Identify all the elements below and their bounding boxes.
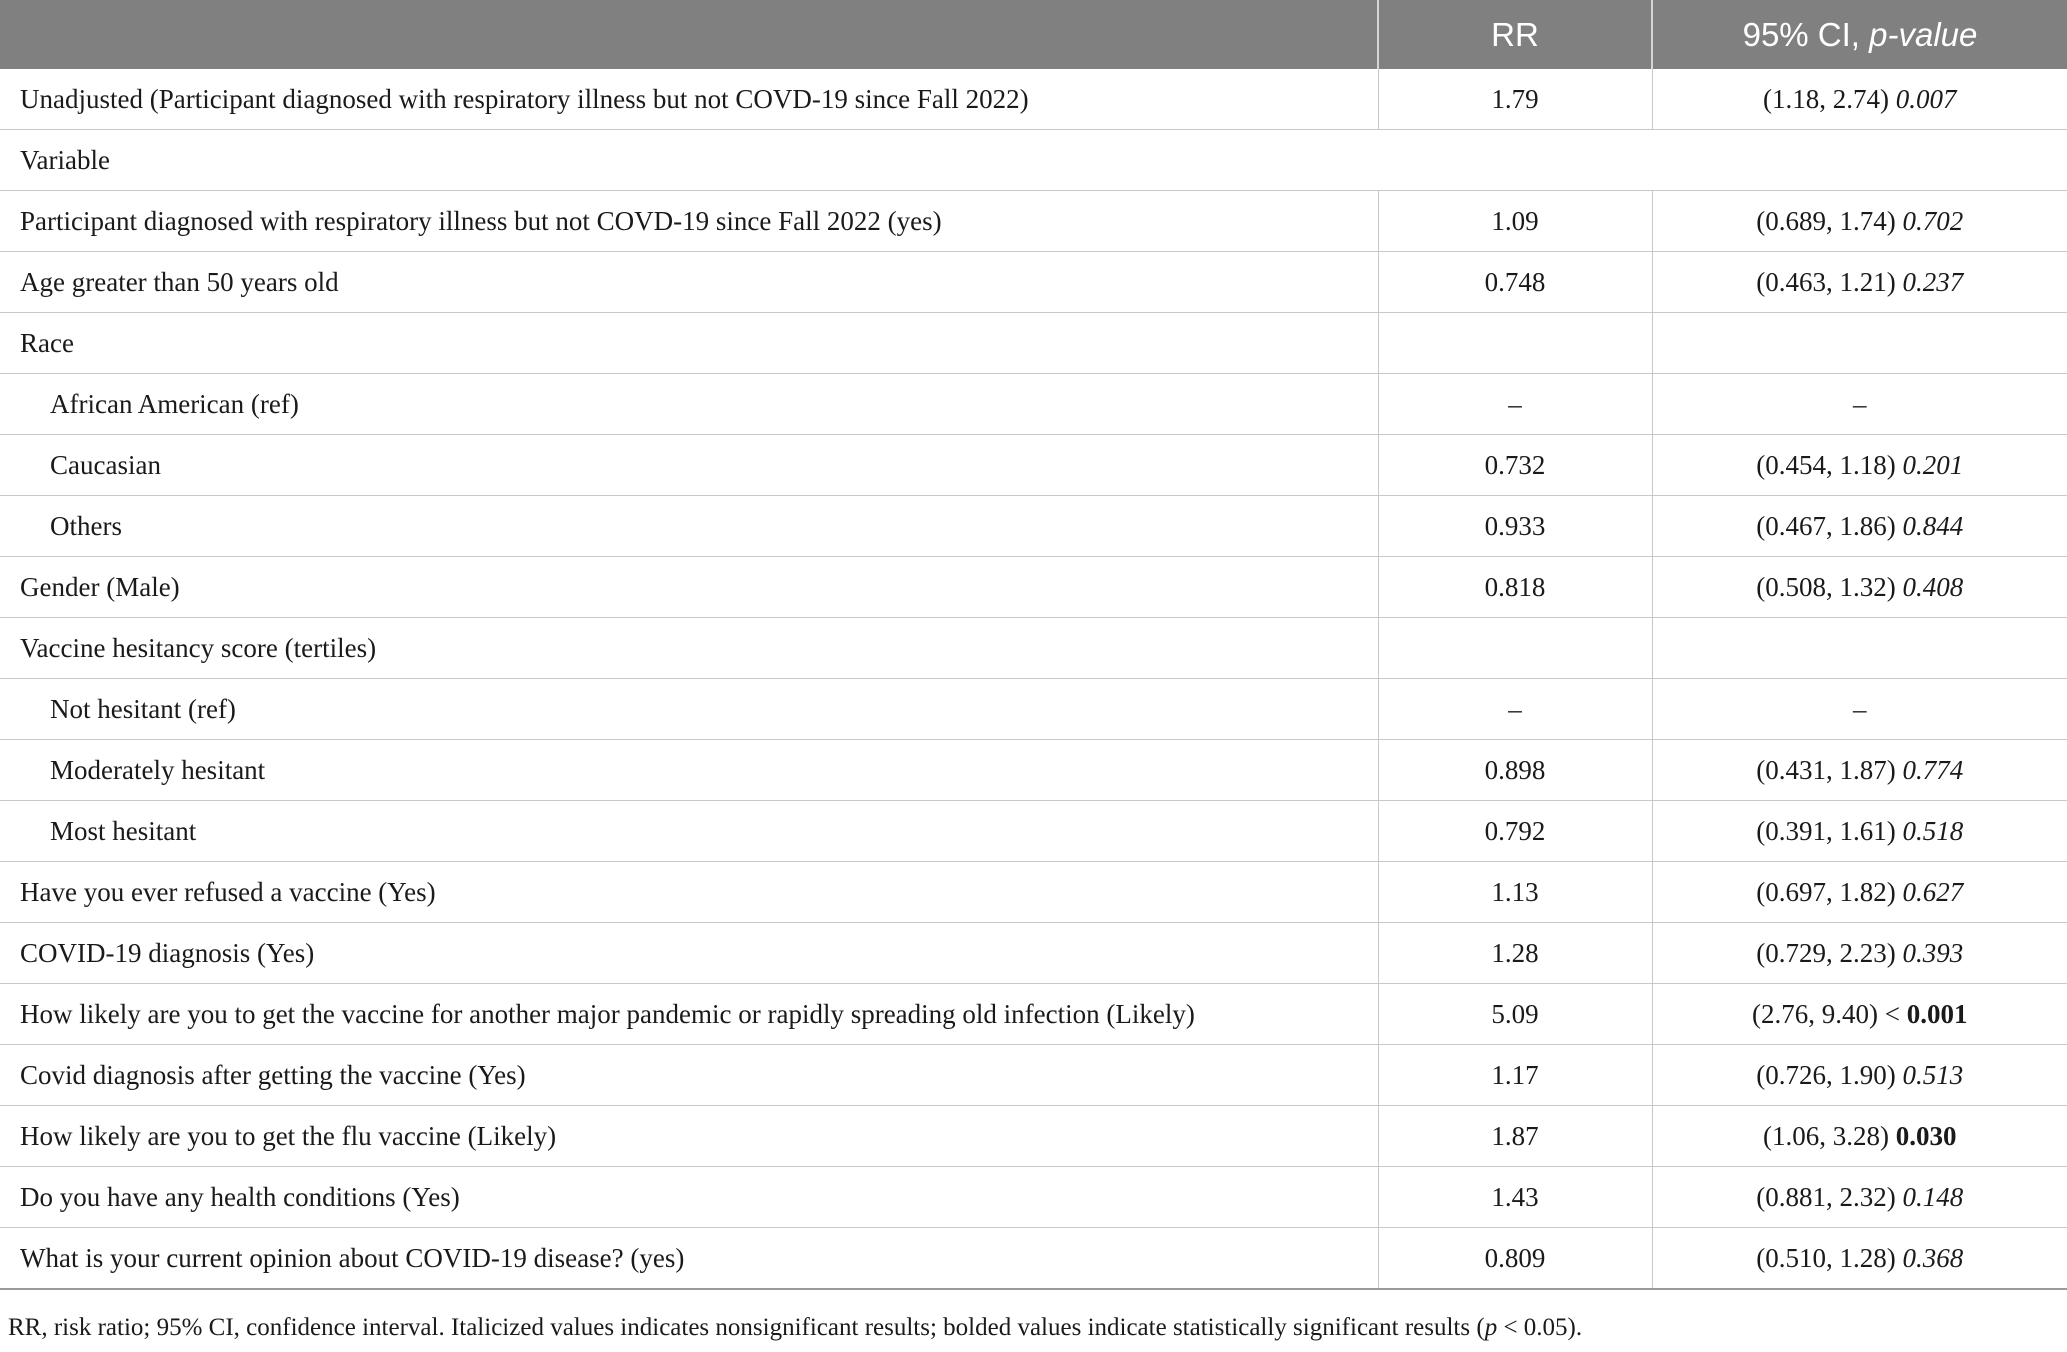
row-rr-value: 1.13 bbox=[1378, 862, 1652, 923]
row-ci-value: (0.729, 2.23) bbox=[1756, 937, 1896, 968]
table-row bbox=[0, 923, 2067, 984]
table-row bbox=[0, 679, 2067, 740]
row-ci-pvalue bbox=[1652, 984, 2067, 1045]
row-ci-value: (1.06, 3.28) bbox=[1763, 1120, 1889, 1151]
row-ci-value: (0.689, 1.74) bbox=[1756, 205, 1896, 236]
row-label: Caucasian bbox=[0, 435, 1378, 496]
row-ci-pvalue bbox=[1652, 496, 2067, 557]
table-row bbox=[0, 557, 2067, 618]
row-label: Gender (Male) bbox=[0, 557, 1378, 618]
row-rr-value: 1.09 bbox=[1378, 191, 1652, 252]
row-ci-value: (0.431, 1.87) bbox=[1756, 754, 1896, 785]
table-footnote bbox=[8, 1314, 1582, 1342]
row-ci-value: (2.76, 9.40) < bbox=[1752, 998, 1907, 1029]
footnote-threshold: < 0.05). bbox=[1497, 1314, 1583, 1341]
row-ci-value: (0.697, 1.82) bbox=[1756, 876, 1896, 907]
table-body bbox=[0, 69, 2067, 1289]
row-p-value: 0.518 bbox=[1902, 815, 1964, 846]
row-label: Do you have any health conditions (Yes) bbox=[0, 1167, 1378, 1228]
header-ci-pvalue bbox=[1652, 0, 2067, 69]
row-label: Age greater than 50 years old bbox=[0, 252, 1378, 313]
row-rr-value: 1.17 bbox=[1378, 1045, 1652, 1106]
table-row bbox=[0, 1045, 2067, 1106]
row-label: Most hesitant bbox=[0, 801, 1378, 862]
row-label: Covid diagnosis after getting the vaccine (Yes) bbox=[0, 1045, 1378, 1106]
row-ci-pvalue bbox=[1652, 679, 2067, 740]
row-ci-pvalue bbox=[1652, 557, 2067, 618]
row-ci-value: (0.467, 1.86) bbox=[1756, 510, 1896, 541]
table-row bbox=[0, 801, 2067, 862]
footnote-text: RR, risk ratio; 95% CI, confidence interval. Italicized values indicates nonsignificant results; bolded values indicate statistically significant results ( bbox=[8, 1314, 1485, 1341]
row-label: Race bbox=[0, 313, 1378, 374]
row-ci-value: (0.463, 1.21) bbox=[1756, 266, 1896, 297]
row-ci-value: (1.18, 2.74) bbox=[1763, 83, 1889, 114]
row-label: Unadjusted (Participant diagnosed with respiratory illness but not COVD-19 since Fall 2022) bbox=[0, 69, 1378, 130]
row-rr-value: 1.79 bbox=[1378, 69, 1652, 130]
row-ci-pvalue bbox=[1652, 435, 2067, 496]
row-p-value: 0.702 bbox=[1902, 205, 1964, 236]
row-ci-pvalue bbox=[1652, 374, 2067, 435]
header-rr: RR bbox=[1378, 0, 1652, 69]
row-label: COVID-19 diagnosis (Yes) bbox=[0, 923, 1378, 984]
row-ci-value: (0.508, 1.32) bbox=[1756, 571, 1896, 602]
row-ci-pvalue bbox=[1652, 252, 2067, 313]
row-rr-value: 0.898 bbox=[1378, 740, 1652, 801]
row-ci-pvalue bbox=[1652, 1228, 2067, 1290]
row-p-value: 0.368 bbox=[1902, 1242, 1964, 1273]
row-ci-pvalue bbox=[1652, 1045, 2067, 1106]
row-p-value: 0.237 bbox=[1902, 266, 1964, 297]
row-ci-pvalue bbox=[1652, 862, 2067, 923]
table-row bbox=[0, 252, 2067, 313]
row-ci-pvalue bbox=[1652, 740, 2067, 801]
table-row bbox=[0, 618, 2067, 679]
row-label: Moderately hesitant bbox=[0, 740, 1378, 801]
row-rr-value: 0.818 bbox=[1378, 557, 1652, 618]
row-rr-value: 0.748 bbox=[1378, 252, 1652, 313]
row-ci-pvalue bbox=[1652, 923, 2067, 984]
table-row bbox=[0, 374, 2067, 435]
row-p-value: 0.007 bbox=[1895, 83, 1957, 114]
row-rr-value: 0.732 bbox=[1378, 435, 1652, 496]
row-rr-value: 1.28 bbox=[1378, 923, 1652, 984]
table-row bbox=[0, 862, 2067, 923]
table-row bbox=[0, 69, 2067, 130]
row-p-value: 0.001 bbox=[1906, 998, 1968, 1029]
row-ci-value: (0.454, 1.18) bbox=[1756, 449, 1896, 480]
row-p-value: 0.513 bbox=[1902, 1059, 1964, 1090]
row-p-value: 0.844 bbox=[1902, 510, 1964, 541]
table-row bbox=[0, 1228, 2067, 1290]
row-p-value: 0.774 bbox=[1902, 754, 1964, 785]
table-row bbox=[0, 191, 2067, 252]
table-row bbox=[0, 984, 2067, 1045]
row-label: Vaccine hesitancy score (tertiles) bbox=[0, 618, 1378, 679]
row-rr-value: 5.09 bbox=[1378, 984, 1652, 1045]
row-ci-pvalue bbox=[1652, 1106, 2067, 1167]
header-pvalue-label: p-value bbox=[1869, 15, 1978, 53]
row-label: How likely are you to get the flu vaccine (Likely) bbox=[0, 1106, 1378, 1167]
row-rr-value bbox=[1378, 618, 1652, 679]
row-rr-value: – bbox=[1378, 374, 1652, 435]
table-row bbox=[0, 1167, 2067, 1228]
row-label: Have you ever refused a vaccine (Yes) bbox=[0, 862, 1378, 923]
row-rr-value: 0.809 bbox=[1378, 1228, 1652, 1290]
row-label: Not hesitant (ref) bbox=[0, 679, 1378, 740]
table-header bbox=[0, 0, 2067, 69]
row-label: What is your current opinion about COVID-19 disease? (yes) bbox=[0, 1228, 1378, 1290]
row-p-value: 0.201 bbox=[1902, 449, 1964, 480]
table-row bbox=[0, 130, 2067, 191]
row-ci-pvalue bbox=[1652, 191, 2067, 252]
row-ci-value: (0.726, 1.90) bbox=[1756, 1059, 1896, 1090]
row-p-value: 0.393 bbox=[1902, 937, 1964, 968]
row-label: African American (ref) bbox=[0, 374, 1378, 435]
table-row bbox=[0, 496, 2067, 557]
row-ci-pvalue bbox=[1652, 313, 2067, 374]
table-row bbox=[0, 740, 2067, 801]
row-rr-value: 0.792 bbox=[1378, 801, 1652, 862]
row-rr-value: 1.87 bbox=[1378, 1106, 1652, 1167]
row-rr-value: 1.43 bbox=[1378, 1167, 1652, 1228]
header-ci-label: 95% CI, bbox=[1742, 15, 1870, 53]
table-row bbox=[0, 1106, 2067, 1167]
row-ci-value: – bbox=[1853, 388, 1867, 419]
row-p-value: 0.148 bbox=[1902, 1181, 1964, 1212]
row-ci-pvalue bbox=[1652, 69, 2067, 130]
row-rr-value bbox=[1378, 313, 1652, 374]
row-ci-value: (0.510, 1.28) bbox=[1756, 1242, 1896, 1273]
row-ci-pvalue bbox=[1652, 801, 2067, 862]
row-ci-pvalue bbox=[1652, 1167, 2067, 1228]
row-p-value: 0.627 bbox=[1902, 876, 1964, 907]
table-row bbox=[0, 435, 2067, 496]
row-ci-pvalue bbox=[1652, 618, 2067, 679]
header-variable bbox=[0, 0, 1378, 69]
row-rr-value: – bbox=[1378, 679, 1652, 740]
row-label: Participant diagnosed with respiratory illness but not COVD-19 since Fall 2022 (yes) bbox=[0, 191, 1378, 252]
row-ci-value: (0.881, 2.32) bbox=[1756, 1181, 1896, 1212]
footnote-p-symbol: p bbox=[1484, 1314, 1498, 1341]
row-label: Variable bbox=[0, 130, 2067, 191]
row-label: Others bbox=[0, 496, 1378, 557]
row-p-value: 0.030 bbox=[1895, 1120, 1957, 1151]
table-row bbox=[0, 313, 2067, 374]
row-ci-value: – bbox=[1853, 693, 1867, 724]
row-rr-value: 0.933 bbox=[1378, 496, 1652, 557]
row-p-value: 0.408 bbox=[1902, 571, 1964, 602]
row-label: How likely are you to get the vaccine for another major pandemic or rapidly spreading old infection (Likely) bbox=[0, 984, 1378, 1045]
row-ci-value: (0.391, 1.61) bbox=[1756, 815, 1896, 846]
